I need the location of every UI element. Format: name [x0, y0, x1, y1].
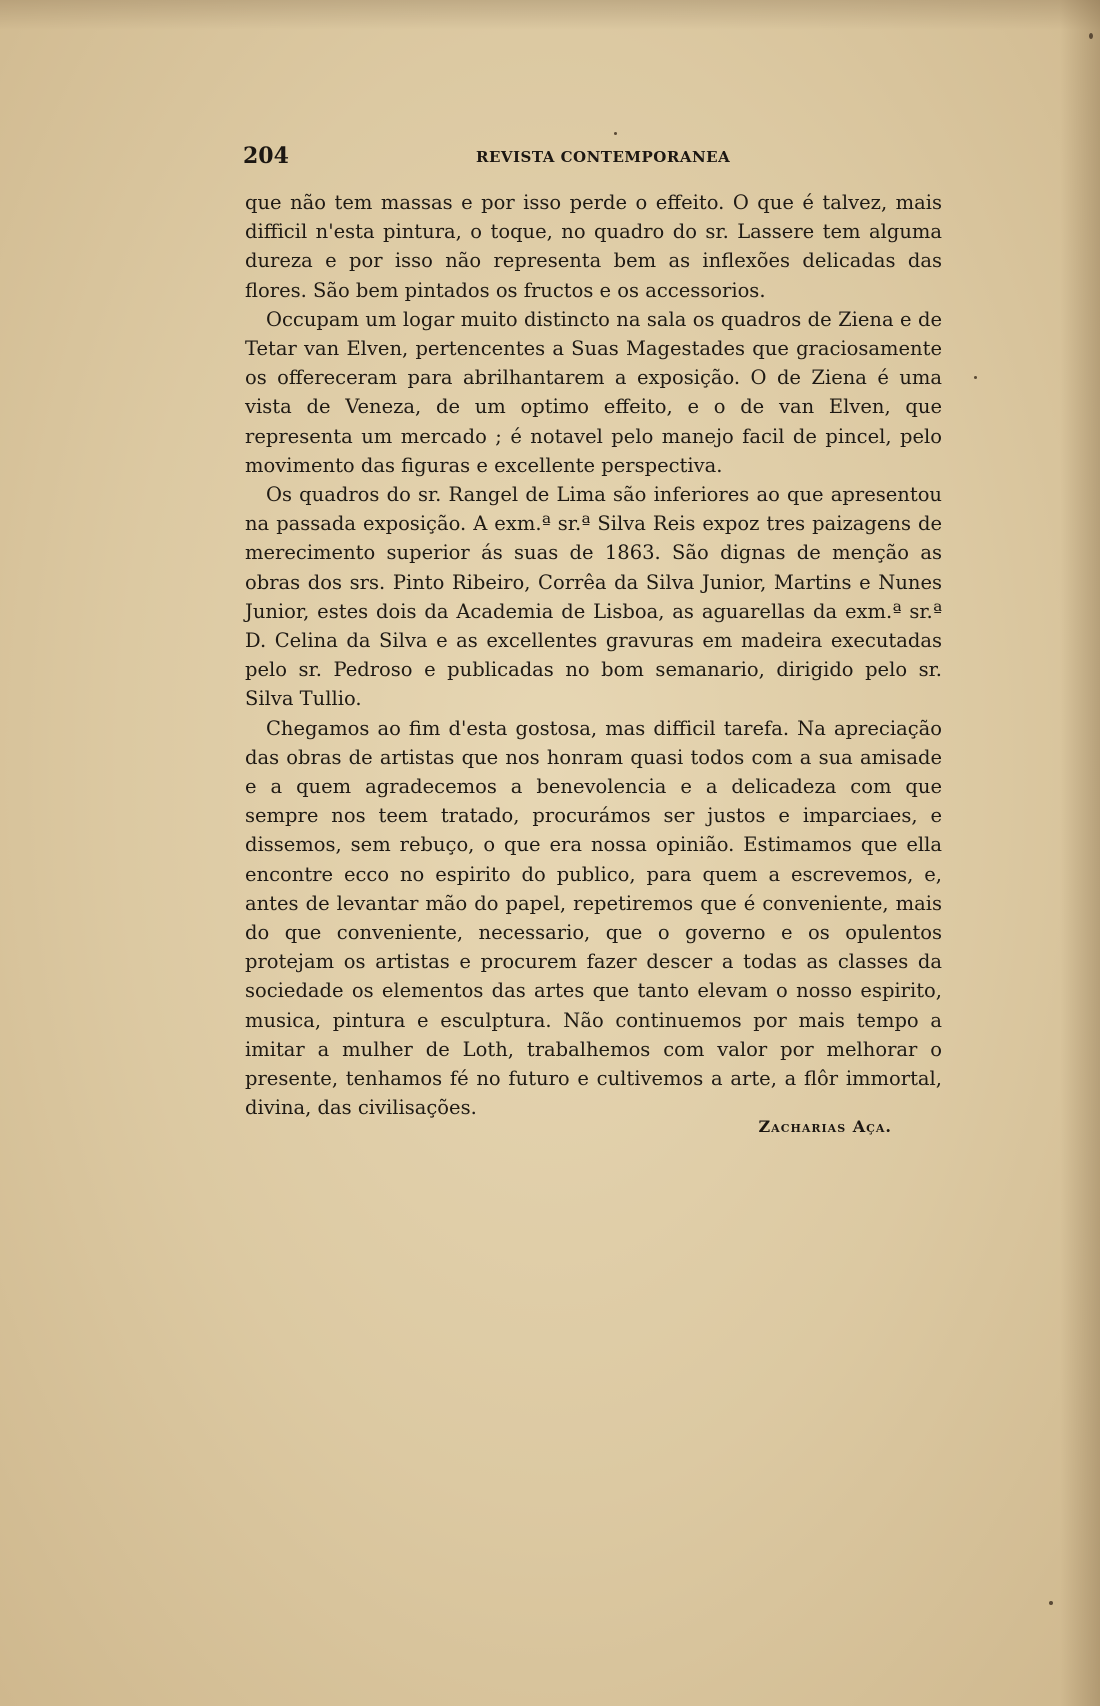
paper-speck [974, 376, 977, 379]
page-header [243, 143, 943, 173]
running-head: REVISTA CONTEMPORANEA [476, 148, 731, 166]
paper-speck [1089, 33, 1093, 39]
paragraph-1: que não tem massas e por isso perde o effeito. O que é talvez, mais difficil n'esta pintura, o toque, no quadro do sr. Lassere tem alguma dureza e por isso não representa bem as inflexões delicadas das flores. São bem pintados os fructos e os accessorios. [245, 191, 942, 302]
paragraph-4: Chegamos ao fim d'esta gostosa, mas difficil tarefa. Na apreciação das obras de artistas que nos honram quasi todos com a sua amisade e a quem agradecemos a benevolencia e a delicadeza com que sempre nos teem tratado, procurámos ser justos e imparciaes, e dissemos, sem rebuço, o que era nossa opinião. Estimamos que ella encontre ecco no espirito do publico, para quem a escrevemos, e, antes de levantar mão do papel, repetiremos que é conveniente, mais do que conveniente, necessario, que o governo e os opulentos protejam os artistas e procurem fazer descer a todas as classes da sociedade os elementos das artes que tanto elevam o nosso espirito, musica, pintura e esculptura. Não continuemos por mais tempo a imitar a mulher de Loth, trabalhemos com valor por melhorar o presente, tenhamos fé no futuro e cultivemos a arte, a flôr immortal, divina, das civilisações. [245, 716, 942, 1120]
article-body [245, 188, 942, 1123]
page-number: 204 [243, 143, 289, 169]
paper-speck [1049, 1601, 1053, 1605]
paper-speck [614, 132, 617, 135]
author-signature: Zacharias Aça. [758, 1117, 892, 1136]
paragraph-3: Os quadros do sr. Rangel de Lima são inferiores ao que apresentou na passada exposição. A exm.ª sr.ª Silva Reis expoz tres paizagens de merecimento superior ás suas de 1863. São dignas de menção as obras dos srs. Pinto Ribeiro, Corrêa da Silva Junior, Martins e Nunes Junior, estes dois da Academia de Lisboa, as aguarellas da exm.ª sr.ª D. Celina da Silva e as excellentes gravuras em madeira executadas pelo sr. Pedroso e publicadas no bom semanario, dirigido pelo sr. Silva Tullio. [245, 483, 942, 711]
paragraph-2: Occupam um logar muito distincto na sala os quadros de Ziena e de Tetar van Elven, pertencentes a Suas Magestades que graciosamente os offereceram para abrilhantarem a exposição. O de Ziena é uma vista de Veneza, de um optimo effeito, e o de van Elven, que representa um mercado ; é notavel pelo manejo facil de pincel, pelo movimento das figuras e excellente perspectiva. [245, 307, 942, 477]
